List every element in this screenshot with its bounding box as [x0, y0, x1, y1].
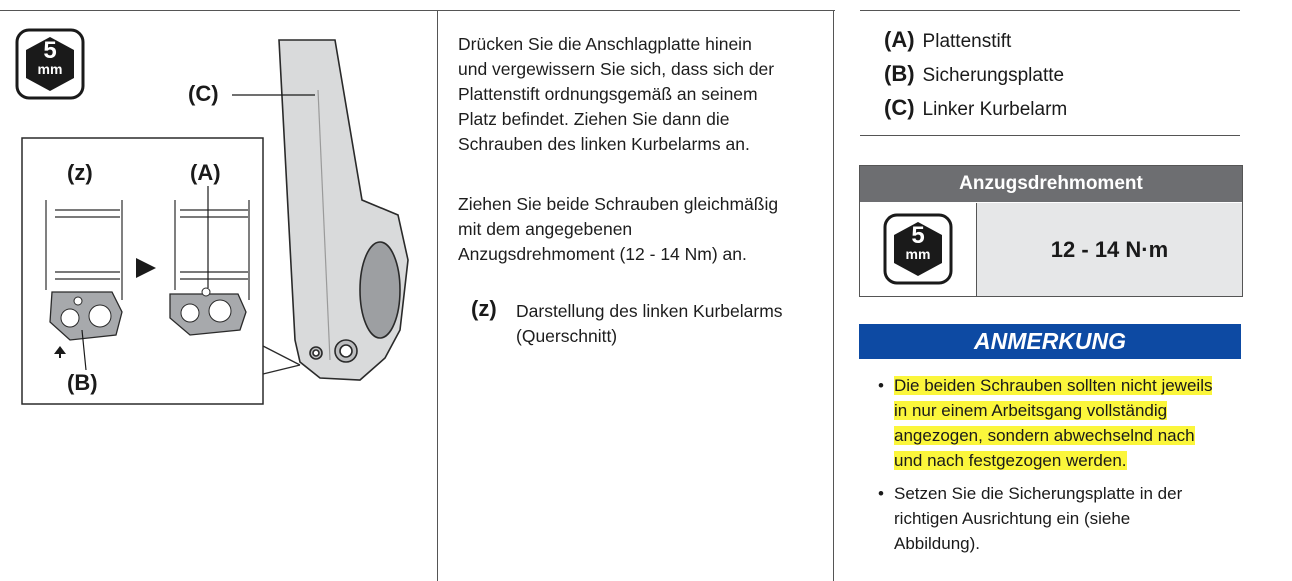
legend-top-rule [860, 10, 1240, 11]
legend-bottom-rule [860, 135, 1240, 136]
legend-key: (B) [884, 61, 915, 86]
bullet-icon: • [878, 484, 884, 503]
text-line: mit dem angegebenen [458, 219, 633, 239]
note-text [894, 373, 1234, 473]
text-line: Darstellung des linken Kurbelarms [516, 301, 783, 321]
bullet-icon: • [878, 376, 884, 395]
legend-key: (A) [884, 27, 915, 52]
legend-text: Plattenstift [922, 31, 1012, 52]
text-line: Platz befindet. Ziehen Sie dann die [458, 109, 730, 129]
torque-heading: Anzugsdrehmoment [860, 166, 1242, 202]
column-divider-2 [833, 10, 834, 581]
legend-item-b [884, 61, 1064, 87]
text-line: Drücken Sie die Anschlagplatte hinein [458, 34, 752, 54]
hex-size-label [894, 222, 942, 262]
hex-size-number: 5 [43, 37, 57, 64]
hex-size-label [26, 37, 74, 77]
legend-key: (C) [884, 95, 915, 120]
text-line: (Querschnitt) [516, 326, 618, 346]
highlighted-line: in nur einem Arbeitsgang vollständig [894, 401, 1168, 420]
callout-b: (B) [67, 370, 98, 395]
text-line: Abbildung). [894, 534, 981, 553]
text-line: richtigen Ausrichtung ein (siehe [894, 509, 1131, 528]
hex-size-number: 5 [911, 222, 925, 249]
callout-a: (A) [190, 160, 221, 185]
callout-z: (z) [67, 160, 93, 185]
text-line: Schrauben des linken Kurbelarms an. [458, 134, 750, 154]
note-heading: ANMERKUNG [859, 324, 1241, 359]
text-line: Plattenstift ordnungsgemäß an seinem [458, 84, 758, 104]
instruction-paragraph-2 [458, 192, 818, 267]
legend-text: Sicherungsplatte [922, 65, 1065, 86]
z-description [516, 299, 826, 349]
torque-table [859, 165, 1243, 297]
legend-item-c [884, 95, 1067, 121]
note-text [894, 481, 1234, 556]
text-line: Anzugsdrehmoment (12 - 14 Nm) an. [458, 244, 747, 264]
z-key: (z) [471, 296, 497, 321]
highlighted-line: angezogen, sondern abwechselnd nach [894, 426, 1195, 445]
text-line: und vergewissern Sie sich, dass sich der [458, 59, 775, 79]
hex-size-unit: mm [37, 61, 63, 77]
note-item-2 [878, 481, 1228, 556]
note-item-1 [878, 373, 1228, 473]
hex-size-unit: mm [905, 246, 931, 262]
torque-value: 12 - 14 N·m [977, 203, 1242, 296]
instruction-paragraph-1 [458, 32, 818, 157]
highlighted-line: und nach festgezogen werden. [894, 451, 1127, 470]
column-divider-1 [437, 10, 438, 581]
highlighted-line: Die beiden Schrauben sollten nicht jeweils [894, 376, 1213, 395]
legend-text: Linker Kurbelarm [922, 99, 1068, 120]
cross-section-inset [22, 138, 300, 404]
left-crank-arm [279, 40, 408, 380]
legend-item-a [884, 27, 1011, 53]
callout-c: (C) [188, 81, 219, 106]
text-line: Ziehen Sie beide Schrauben gleichmäßig [458, 194, 779, 214]
torque-icon-cell [860, 203, 977, 296]
text-line: Setzen Sie die Sicherungsplatte in der [894, 484, 1183, 503]
